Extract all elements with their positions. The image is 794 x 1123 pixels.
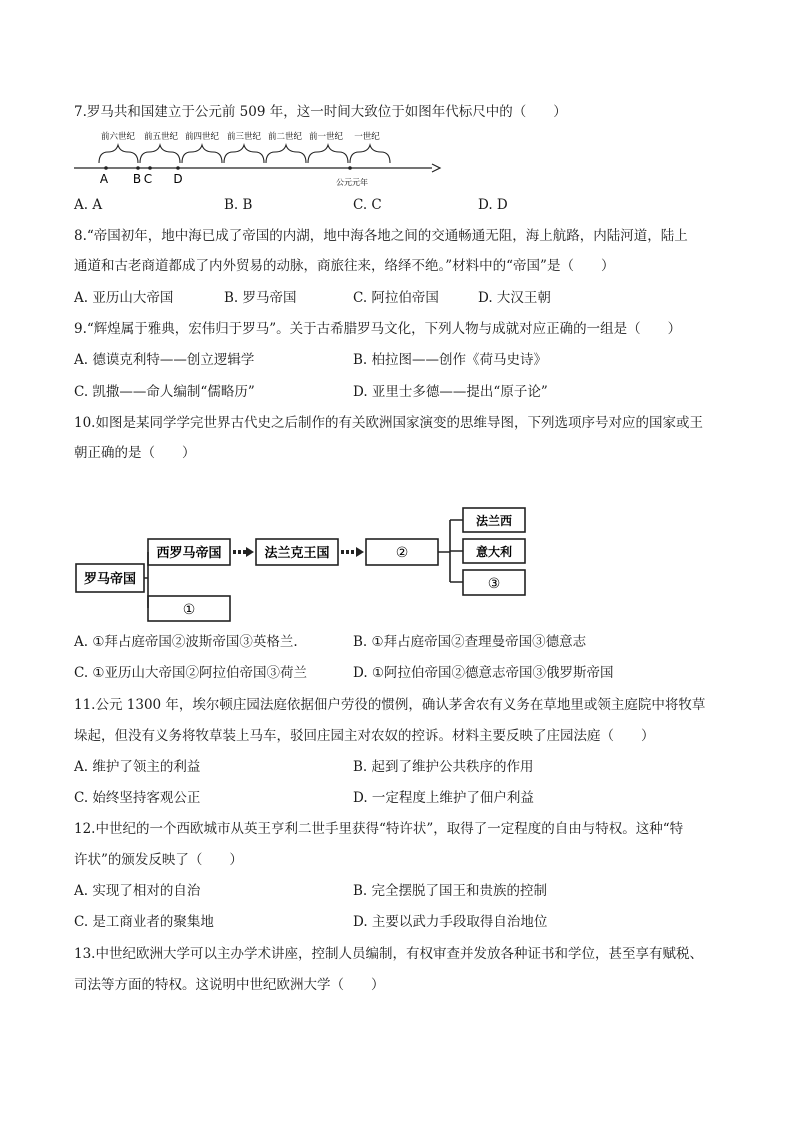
point-b-dot — [136, 166, 140, 170]
q12-stem-line1: 12.中世纪的一个西欧城市从英王亨利二世手里获得“特许状”，取得了一定程度的自由与特权。这种“特 — [74, 821, 684, 837]
q9-option-c: C. 凯撒——命人编制“儒略历” — [74, 384, 255, 400]
west-rome-label: 西罗马帝国 — [156, 546, 222, 561]
q13-stem-line2: 司法等方面的特权。这说明中世纪欧洲大学（ ） — [74, 977, 385, 993]
arrow-right-icon — [356, 547, 364, 557]
q12-option-c: C. 是工商业者的聚集地 — [74, 914, 214, 930]
axis-arrow-icon — [432, 164, 440, 172]
blank3-label: ③ — [487, 576, 501, 592]
q10-option-b: B. ①拜占庭帝国②查理曼帝国③德意志 — [353, 634, 587, 650]
q7-option-d: D. D — [478, 197, 508, 213]
q12-stem-line2: 许状”的颁发反映了（ ） — [74, 852, 243, 868]
mind-map-diagram — [70, 500, 530, 624]
q10-option-c: C. ①亚历山大帝国②阿拉伯帝国③荷兰 — [74, 665, 308, 681]
arrow-right-icon — [246, 547, 254, 557]
century-label: 前六世纪 — [100, 132, 136, 142]
q8-option-d: D. 大汉王朝 — [478, 290, 551, 306]
q10-stem-line2: 朝正确的是（ ） — [74, 445, 196, 461]
zero-year-dot — [348, 166, 352, 170]
point-d-dot — [176, 166, 180, 170]
q9-option-d: D. 亚里士多德——提出“原子论” — [353, 384, 548, 400]
q10-stem-line1: 10.如图是某同学学完世界古代史之后制作的有关欧洲国家演变的思维导图，下列选项序号对应的国家或王 — [74, 415, 703, 431]
point-label: A — [99, 172, 109, 186]
century-label: 前三世纪 — [226, 132, 262, 142]
q8-option-b: B. 罗马帝国 — [224, 290, 297, 306]
q8-stem-line1: 8.“帝国初年，地中海已成了帝国的内湖，地中海各地之间的交通畅通无阻，海上航路，内陆河道，陆上 — [74, 228, 688, 244]
q7-stem: 7.罗马共和国建立于公元前 509 年，这一时间大致位于如图年代标尺中的（ ） — [74, 104, 567, 120]
point-label: D — [173, 172, 183, 186]
century-label: 前五世纪 — [143, 132, 179, 142]
q7-option-a: A. A — [74, 197, 103, 213]
q12-option-a: A. 实现了相对的自治 — [74, 883, 201, 899]
blank1-label: ① — [182, 602, 196, 618]
century-braces — [99, 145, 390, 163]
q10-option-a: A. ①拜占庭帝国②波斯帝国③英格兰. — [74, 634, 298, 650]
q8-option-a: A. 亚历山大帝国 — [74, 290, 174, 306]
blank2-label: ② — [395, 545, 409, 561]
q9-stem: 9.“辉煌属于雅典，宏伟归于罗马”。关于古希腊罗马文化，下列人物与成就对应正确的一组是（ ） — [74, 321, 682, 337]
q10-option-d: D. ①阿拉伯帝国②德意志帝国③俄罗斯帝国 — [353, 665, 614, 681]
point-a-dot — [104, 166, 108, 170]
timeline-ruler — [70, 128, 442, 190]
q13-stem-line1: 13.中世纪欧洲大学可以主办学术讲座，控制人员编制，有权审查并发放各种证书和学位，甚至享有赋税、 — [74, 946, 703, 962]
q11-option-d: D. 一定程度上维护了佃户利益 — [353, 790, 534, 806]
q11-stem-line2: 垛起，但没有义务将牧草装上马车，驳回庄园主对农奴的控诉。材料主要反映了庄园法庭（ ） — [74, 728, 655, 744]
point-label: B — [132, 172, 142, 186]
q11-stem-line1: 11.公元 1300 年，埃尔顿庄园法庭依据佃户劳役的惯例，确认茅舍农有义务在草地里或领主庭院中将牧草 — [74, 697, 706, 713]
q11-option-c: C. 始终坚持客观公正 — [74, 790, 201, 806]
q7-option-b: B. B — [224, 197, 253, 213]
root-label: 罗马帝国 — [83, 572, 137, 587]
france-label: 法兰西 — [475, 514, 513, 528]
point-c-dot — [148, 166, 152, 170]
q12-option-b: B. 完全摆脱了国王和贵族的控制 — [353, 883, 548, 899]
italy-label: 意大利 — [475, 545, 513, 559]
frank-label: 法兰克王国 — [264, 546, 330, 561]
q7-option-c: C. C — [353, 197, 382, 213]
point-label: C — [143, 172, 153, 186]
q9-option-a: A. 德谟克利特——创立逻辑学 — [74, 352, 255, 368]
q8-stem-line2: 通道和古老商道都成了内外贸易的动脉，商旅往来，络绎不绝。”材料中的“帝国”是（ ） — [74, 258, 615, 274]
q11-option-a: A. 维护了领主的利益 — [74, 759, 201, 775]
q11-option-b: B. 起到了维护公共秩序的作用 — [353, 759, 534, 775]
q12-option-d: D. 主要以武力手段取得自治地位 — [353, 914, 548, 930]
century-label: 一世纪 — [354, 132, 380, 142]
q9-option-b: B. 柏拉图——创作《荷马史诗》 — [353, 352, 548, 368]
century-label: 前一世纪 — [308, 132, 344, 142]
century-label: 前二世纪 — [267, 132, 303, 142]
q8-option-c: C. 阿拉伯帝国 — [353, 290, 439, 306]
century-label: 前四世纪 — [184, 132, 220, 142]
zero-year-label: 公元元年 — [336, 178, 368, 187]
